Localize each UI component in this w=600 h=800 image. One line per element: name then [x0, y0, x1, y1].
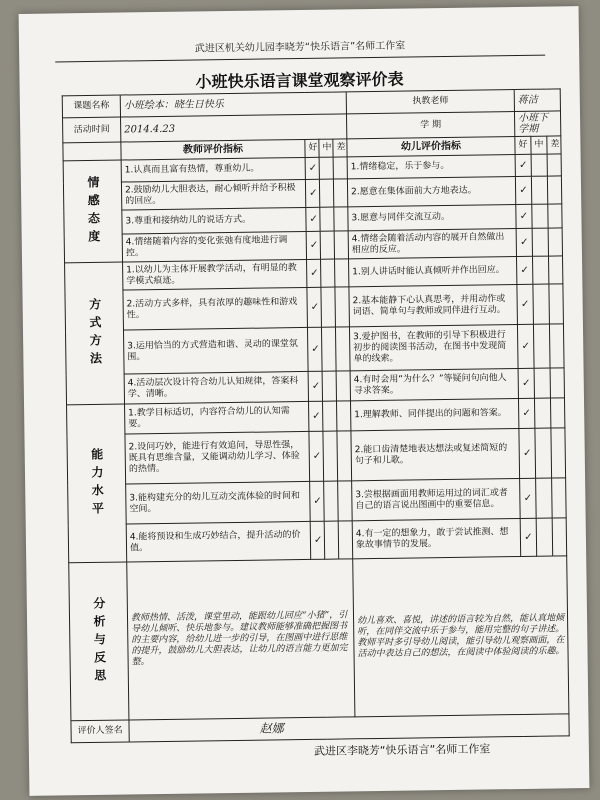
child-indicator: 3.愿意与同伴交流互动。 [348, 205, 516, 231]
child-good-mark: ✓ [516, 204, 532, 228]
teacher-good-header: 好 [305, 139, 319, 157]
teacher-indicator: 3.运用恰当的方式营造和谐、灵动的课堂氛围。 [123, 327, 308, 374]
teacher-good-mark: ✓ [306, 231, 320, 259]
teacher-good-mark: ✓ [310, 481, 325, 521]
teacher-good-mark: ✓ [306, 207, 320, 231]
child-good-mark: ✓ [518, 398, 534, 428]
blank-header-cell [63, 142, 121, 161]
studio-footer: 武进区李晓芳“快乐语言”名师工作室 [313, 742, 491, 758]
child-indicator: 2.基本能静下心认真思考，并用动作或词语、简单句与教师或同伴进行互动。 [349, 285, 518, 327]
child-good-mark: ✓ [515, 154, 531, 176]
child-good-mark: ✓ [518, 368, 534, 398]
child-indicator: 1.情绪稳定，乐于参与。 [347, 155, 515, 179]
teacher-good-mark: ✓ [305, 179, 319, 207]
teacher-good-mark: ✓ [309, 401, 323, 431]
category-emotion: 情感态度 [63, 160, 122, 263]
child-medium-header: 中 [531, 136, 547, 154]
teacher-indicators-header: 教师评价指标 [121, 139, 305, 160]
teacher-medium-header: 中 [319, 139, 333, 157]
child-poor-header: 差 [547, 136, 561, 154]
category-method: 方式方法 [65, 262, 125, 405]
teacher-indicator: 1.以幼儿为主体开展教学活动，有明显的教学模式痕迹。 [123, 259, 307, 290]
teacher-indicator: 2.设问巧妙，能进行有效追问，导思性强，既具有思维含量，又能调动幼儿学习、体验的热情。 [125, 431, 310, 484]
teacher-indicator: 1.教学目标适切，内容符合幼儿的认知需要。 [125, 401, 309, 434]
child-good-mark: ✓ [515, 176, 531, 204]
teacher-indicator: 4.情绪随着内容的变化张弛有度地进行调控。 [122, 231, 306, 262]
child-good-mark: ✓ [519, 428, 536, 478]
teacher-good-mark: ✓ [307, 327, 322, 371]
child-indicator: 3.爱护图书，在教师的引导下积极进行初步的阅读图书活动，在图书中发现简单的线索。 [349, 325, 518, 371]
signer-label: 评价人签名 [71, 720, 129, 743]
child-indicator: 1.理解教师、同伴提出的问题和答案。 [351, 399, 519, 431]
teacher-good-mark: ✓ [308, 371, 322, 401]
child-good-mark: ✓ [517, 284, 534, 324]
evaluation-table [62, 88, 570, 743]
form-paper [19, 6, 590, 796]
teacher-good-mark: ✓ [305, 157, 319, 179]
teacher-indicator: 3.尊重和接纳幼儿的说话方式。 [122, 207, 306, 234]
teacher-indicator: 4.能将预设和生成巧妙结合，提升活动的价值。 [126, 521, 311, 562]
child-good-mark: ✓ [517, 324, 534, 368]
studio-header: 武进区机关幼儿园李晓芳“快乐语言”名师工作室 [55, 35, 545, 63]
child-indicator: 4.有一定的想象力，敢于尝试推测、想象故事情节的发展。 [352, 518, 521, 558]
teacher-good-mark: ✓ [307, 259, 321, 287]
course-value: 小班绘本：晓生日快乐 [120, 92, 346, 117]
child-indicator: 2.愿意在集体面前大方地表达。 [347, 177, 515, 207]
analysis-label: 分析与反思 [69, 562, 129, 721]
time-label: 活动时间 [63, 117, 121, 143]
teacher-good-mark: ✓ [307, 287, 322, 327]
teacher-value: 蒋洁 [514, 89, 560, 112]
child-good-mark: ✓ [516, 228, 532, 256]
category-ability: 能力水平 [67, 404, 127, 563]
child-indicator: 4.有时会用“为什么？”等疑问句向他人寻求答案。 [350, 369, 518, 401]
child-good-mark: ✓ [520, 518, 537, 556]
child-indicator: 2.能口齿清楚地表达想法或复述简短的句子和儿歌。 [351, 429, 520, 481]
child-indicator: 4.情绪会随着活动内容的展开自然做出相应的反应。 [348, 229, 516, 259]
teacher-indicator: 4.活动层次设计符合幼儿认知规律，答案科学、清晰。 [124, 371, 308, 404]
time-value: 2014.4.23 [121, 114, 347, 142]
child-good-mark: ✓ [517, 256, 533, 284]
teacher-label: 执教老师 [346, 90, 514, 114]
teacher-good-mark: ✓ [309, 431, 324, 481]
signer-value: 赵娜 [129, 714, 569, 742]
term-label: 学 期 [346, 112, 514, 139]
teacher-poor-header: 差 [333, 139, 347, 157]
child-indicator: 1.别人讲话时能认真倾听并作出回应。 [349, 257, 517, 287]
teacher-indicator: 2.活动方式多样，具有浓厚的趣味性和游戏性。 [123, 287, 308, 330]
teacher-good-mark: ✓ [310, 521, 325, 559]
term-value: 小班下学期 [514, 111, 560, 137]
teacher-analysis-text: 教师热情、活泼，课堂里动，能跟幼儿回应“小猪”，引导幼儿倾听、快乐地参与。建议教师能够准确把握图书的主要内容，给幼儿进一步的引导，在图画中进行思维的提升，鼓励幼儿大胆表达，让幼儿的语言能力更加完整。 [127, 559, 355, 720]
child-indicator: 3.尝根据画面用教师运用过的词汇或者自己的语言说出图画中的重要信息。 [352, 478, 521, 520]
teacher-indicator: 3.能构建充分的幼儿互动交流体验的时间和空间。 [126, 481, 311, 524]
child-indicators-header: 幼儿评价指标 [347, 137, 515, 157]
child-good-mark: ✓ [520, 478, 537, 518]
course-label: 课题名称 [62, 95, 120, 118]
teacher-indicator: 2.鼓励幼儿大胆表达，耐心倾听并给予积极的回应。 [121, 179, 305, 210]
child-good-header: 好 [515, 136, 531, 154]
form-title: 小班快乐语言课堂观察评价表 [195, 69, 404, 92]
teacher-indicator: 1.认真而且富有热情，尊重幼儿。 [121, 157, 305, 182]
child-analysis-text: 幼儿喜欢、喜悦，讲述的语言较为自然，能认真地倾听，在同伴交流中乐于参与，能用完整的句子讲述。教师平时多引导幼儿阅读，能引导幼儿观察画面，在活动中表达自己的想法，在阅读中体验阅读的乐趣。 [353, 556, 569, 717]
